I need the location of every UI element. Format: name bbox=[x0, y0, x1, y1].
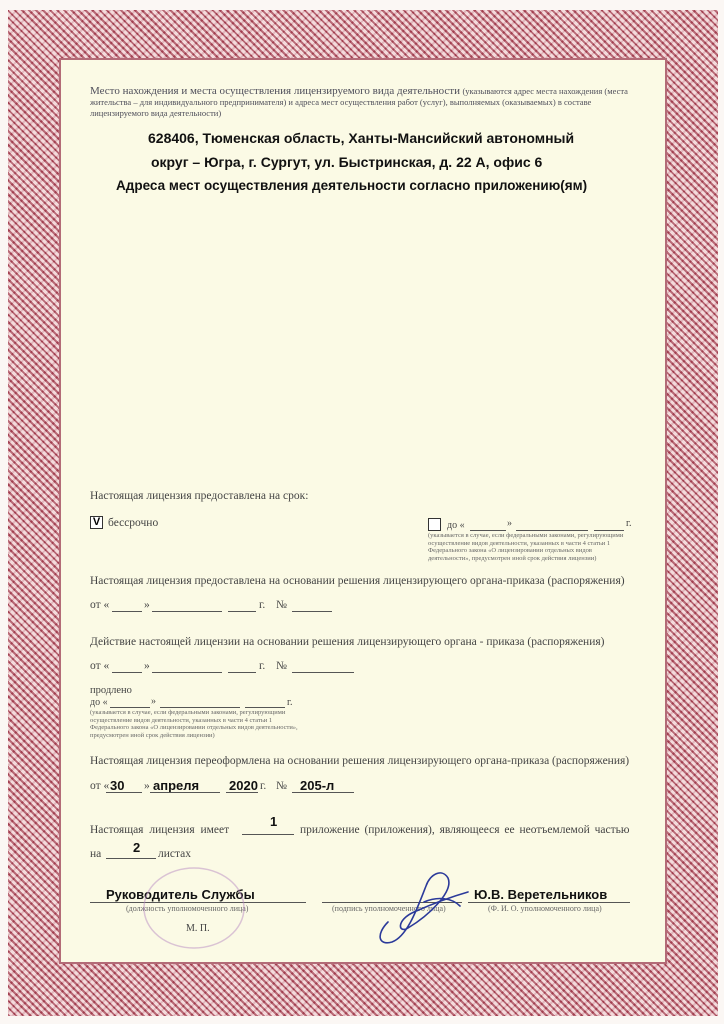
basis-number-prefix: № bbox=[276, 599, 287, 611]
position-note: (должность уполномоченного лица) bbox=[126, 904, 249, 913]
name-line bbox=[468, 902, 630, 903]
sign-note: (подпись уполномоченного лица) bbox=[332, 904, 446, 913]
basis-number-line bbox=[292, 611, 332, 612]
reissue-year: 2020 bbox=[229, 778, 258, 793]
action-number-line bbox=[292, 672, 354, 673]
reissue-number-prefix: № bbox=[276, 780, 287, 792]
extended-year-line bbox=[245, 707, 285, 708]
extended-month-line bbox=[160, 707, 240, 708]
reissue-day: 30 bbox=[110, 778, 125, 793]
basis-date-prefix: от « bbox=[90, 599, 110, 611]
until-year-line bbox=[594, 530, 624, 531]
action-number-prefix: № bbox=[276, 660, 287, 672]
action-year-line bbox=[228, 672, 256, 673]
extended-prefix: до « bbox=[90, 697, 108, 708]
until-prefix: до « bbox=[447, 520, 465, 531]
attachments-count: 1 bbox=[270, 814, 278, 829]
place-block bbox=[90, 86, 638, 119]
name-note: (Ф. И. О. уполномоченного лица) bbox=[488, 904, 602, 913]
extended-label: продлено bbox=[90, 685, 132, 696]
sheets-prefix: на bbox=[90, 848, 102, 860]
signer-position: Руководитель Службы bbox=[106, 887, 255, 902]
sheets-line bbox=[106, 858, 156, 859]
until-day-line bbox=[470, 530, 506, 531]
reissue-year-line bbox=[226, 792, 258, 793]
reissue-number: 205-л bbox=[300, 778, 335, 793]
place-note: (указываются адрес места нахождения (места жительства – для индивидуального предпринимателя) и адреса мест осуществления работ (услуг), выполняемых (оказываемых) в составе лицензируемого вида деятельности) bbox=[90, 86, 628, 118]
basis-label: Настоящая лицензия предоставлена на основании решения лицензирующего органа-приказа (распоряжения) bbox=[90, 575, 625, 587]
address-line-1: 628406, Тюменская область, Ханты-Мансийский автономный bbox=[148, 130, 575, 146]
basis-year-suffix: г. bbox=[259, 599, 266, 611]
handwritten-signature bbox=[368, 862, 478, 948]
stamp-mark bbox=[140, 862, 248, 952]
signer-name: Ю.В. Веретельников bbox=[474, 887, 608, 902]
extended-note: (указывается в случае, если федеральными законами, регулирующими осуществление видов деятельности, указанных в части 4 статьи 1 Федерального закона «О лицензировании отдельных видов деятельности», предусмотрен иной срок действия лицензии) bbox=[90, 709, 298, 739]
sheets-count: 2 bbox=[133, 840, 141, 855]
reissue-year-suffix: г. bbox=[260, 780, 267, 792]
unlimited-label: бессрочно bbox=[108, 517, 159, 529]
action-label: Действие настоящей лицензии на основании решения лицензирующего органа - приказа (распоряжения) bbox=[90, 636, 605, 648]
license-page: Место нахождения и места осуществления лицензируемого вида деятельности (указываются адрес места нахождения (места жительства – для индивидуального предпринимателя) и адреса мест осуществления работ (услуг), выполняемых (оказываемых) в составе лицензируемого вида деятельности) 628406, Тюменская область, Ханты-Мансийский автономный округ – Югра, г. Сургут, ул. Быстринская, д. 22 А, офис 6 Адреса мест осуществления деятельности согласно приложению(ям) Настоящая лицензия предоставлена на срок: V бессрочно до « » г. (указывается в случае, если федеральными законами, регулирующими осуществление видов деятельности, указанных в части 4 статьи 1 Федерального закона «О лицензировании отдельных видов деятельности», предусмотрен иной срок действия лицензии) Настоящая лицензия предоставлена на основании решения лицензирующего органа-приказа (распоряжения) от « » г. № Действие настоящей лицензии на основании решения лицензирующего органа - приказа (распоряжения) от « » г. № продлено до « » г. (указывается в случае, если федеральными законами, регулирующими осуществление видов деятельности, указанных в части 4 статьи 1 Федерального закона «О лицензировании отдельных видов деятельности», предусмотрен иной срок действия лицензии) Настоящая лицензия переоформлена на основании решения лицензирующего органа-приказа (распоряжения) от « 30 » апреля 2020 г. № 205-л Настоящая лицензия имеет 1 приложение (приложения), являющееся ее неотъемлемой частью на 2 листах Руководитель Службы (должность уполномоченного лица) (подпись уполномоченного лица) Ю.В. Веретельников (Ф. И. О. уполномоченного лица) М. П. bbox=[0, 0, 724, 1024]
action-year-suffix: г. bbox=[259, 660, 266, 672]
until-note: (указывается в случае, если федеральными законами, регулирующими осуществление видов деятельности, указанных в части 4 статьи 1 Федерального закона «О лицензировании отдельных видов деятельности», предусмотрен иной срок действия лицензии) bbox=[428, 532, 624, 562]
reissue-number-line bbox=[292, 792, 354, 793]
unlimited-checkbox[interactable]: V bbox=[90, 516, 103, 529]
address-line-2: округ – Югра, г. Сургут, ул. Быстринская, д. 22 А, офис 6 bbox=[151, 154, 543, 170]
reissue-date-prefix: от « bbox=[90, 780, 110, 792]
action-day-line bbox=[112, 672, 142, 673]
place-title: Место нахождения и места осуществления лицензируемого вида деятельности bbox=[90, 85, 460, 97]
reissue-label: Настоящая лицензия переоформлена на основании решения лицензирующего органа-приказа (распоряжения) bbox=[90, 755, 630, 767]
address-line-3: Адреса мест осуществления деятельности согласно приложению(ям) bbox=[116, 178, 588, 193]
extended-year-suffix: г. bbox=[287, 697, 293, 708]
sheets-suffix: листах bbox=[158, 848, 192, 860]
basis-year-line bbox=[228, 611, 256, 612]
action-date-prefix: от « bbox=[90, 660, 110, 672]
attachments-count-line bbox=[242, 834, 294, 835]
term-label: Настоящая лицензия предоставлена на срок: bbox=[90, 490, 309, 502]
extended-day-line bbox=[110, 707, 150, 708]
basis-month-line bbox=[152, 611, 222, 612]
attachments-text-before: Настоящая лицензия имеет bbox=[90, 824, 230, 836]
until-checkbox[interactable] bbox=[428, 518, 441, 531]
reissue-month-line bbox=[150, 792, 220, 793]
attachments-text-after: приложение (приложения), являющееся ее неотъемлемой частью bbox=[300, 824, 630, 836]
until-month-line bbox=[516, 530, 588, 531]
basis-day-line bbox=[112, 611, 142, 612]
until-year-suffix: г. bbox=[626, 518, 632, 529]
reissue-month: апреля bbox=[153, 778, 200, 793]
stamp-place: М. П. bbox=[186, 923, 210, 934]
reissue-day-line bbox=[106, 792, 142, 793]
action-month-line bbox=[152, 672, 222, 673]
reissue-day-close: » bbox=[144, 780, 150, 792]
